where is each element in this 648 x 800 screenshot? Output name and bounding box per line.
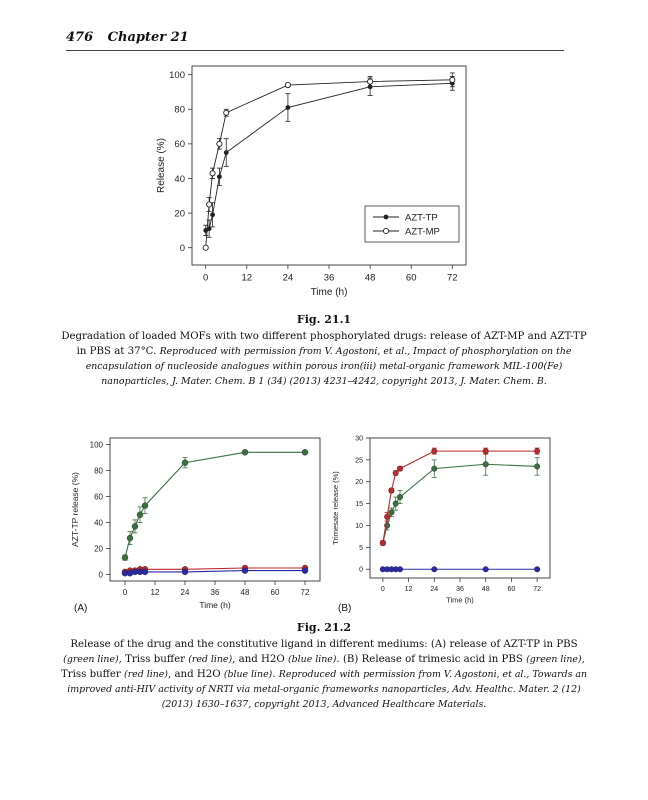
fig21-1-label: Fig. 21.1 — [296, 313, 352, 326]
data-point — [534, 566, 540, 572]
data-point — [242, 568, 248, 574]
y-tick-label: 20 — [174, 208, 185, 220]
y-tick-label: 100 — [169, 69, 185, 81]
data-point — [397, 566, 403, 572]
y-tick-label: 0 — [359, 566, 363, 574]
x-tick-label: 48 — [481, 586, 490, 593]
fig21-2-caption-part: , and H2O — [232, 654, 285, 665]
running-head — [66, 30, 189, 45]
data-point — [483, 448, 489, 454]
fig21-2-caption-part: . — [272, 669, 276, 680]
x-tick-label: 60 — [270, 588, 280, 597]
data-point — [224, 110, 229, 115]
fig21-2-caption-green-b: (green line) — [526, 654, 582, 665]
x-tick-label: 24 — [282, 272, 294, 284]
y-tick-label: 80 — [174, 104, 185, 116]
x-tick-label: 72 — [300, 588, 310, 597]
data-point — [431, 448, 437, 454]
x-tick-label: 36 — [456, 586, 464, 593]
series-line — [125, 452, 305, 557]
chapter-title: Chapter 21 — [107, 30, 189, 45]
data-point — [286, 105, 291, 110]
fig21-2-caption-part: . (B) Release of trimesic acid in PBS — [336, 654, 523, 665]
y-tick-label: 25 — [355, 457, 363, 465]
data-point — [203, 245, 208, 250]
fig21-2-caption-red-a: (red line) — [188, 654, 233, 665]
data-point — [122, 555, 128, 561]
y-axis-label: Release (%) — [156, 137, 167, 194]
fig21-2-caption-part: , Triss buffer — [60, 654, 585, 680]
series-line — [125, 571, 305, 574]
fig21-2a-chart — [68, 434, 324, 616]
x-tick-label: 60 — [405, 272, 417, 284]
plot-frame — [370, 438, 550, 578]
data-point — [210, 171, 215, 176]
data-point — [137, 512, 143, 518]
data-point — [127, 535, 133, 541]
y-tick-label: 0 — [98, 570, 103, 580]
panel-label-a: (A) — [74, 603, 88, 614]
panel-label-b: (B) — [338, 603, 352, 614]
fig21-2-caption-part: Release of the drug and the constitutive ligand in different mediums: (A) release of AZT-TP in PBS — [70, 639, 578, 650]
data-point — [397, 466, 403, 472]
data-point — [483, 566, 489, 572]
data-point — [534, 464, 540, 470]
fig21-2-caption-red-b: (red line) — [124, 669, 168, 680]
y-tick-label: 40 — [94, 518, 103, 528]
data-point — [142, 569, 148, 575]
fig21-2b-chart — [328, 434, 554, 610]
x-tick-label: 36 — [323, 272, 335, 284]
data-point — [285, 82, 290, 87]
x-tick-label: 12 — [150, 588, 160, 597]
x-tick-label: 72 — [533, 586, 542, 593]
data-point — [389, 488, 395, 494]
data-point — [142, 503, 148, 509]
x-tick-label: 0 — [380, 586, 385, 593]
fig21-2-caption-part: , and H2O — [167, 669, 221, 680]
fig21-1-caption — [60, 329, 588, 389]
y-tick-label: 10 — [355, 522, 363, 530]
data-point — [207, 202, 212, 207]
x-tick-label: 0 — [203, 272, 209, 284]
data-point — [483, 461, 489, 467]
y-tick-label: 40 — [174, 173, 185, 185]
x-tick-label: 12 — [241, 272, 253, 284]
series-line — [383, 464, 537, 543]
x-tick-label: 48 — [240, 588, 250, 597]
fig21-2-caption — [60, 637, 588, 712]
data-point — [242, 449, 248, 455]
page-number: 476 — [66, 30, 94, 45]
legend-label: AZT-MP — [405, 226, 440, 238]
x-tick-label: 48 — [364, 272, 376, 284]
fig21-2-caption-green-a: (green line) — [63, 654, 119, 665]
header-rule — [66, 50, 564, 51]
x-tick-label: 12 — [404, 586, 413, 593]
y-tick-label: 60 — [174, 139, 185, 151]
data-point — [397, 494, 403, 500]
y-axis-label: Trimesate release (%) — [331, 471, 340, 545]
plot-frame — [110, 438, 320, 581]
y-tick-label: 20 — [94, 544, 103, 554]
legend-marker — [383, 228, 388, 233]
data-point — [217, 174, 222, 179]
y-tick-label: 5 — [359, 544, 363, 552]
data-point — [210, 212, 215, 217]
y-tick-label: 60 — [94, 492, 103, 502]
x-tick-label: 0 — [122, 588, 128, 597]
data-point — [450, 77, 455, 82]
legend-label: AZT-TP — [405, 212, 438, 224]
y-tick-label: 30 — [355, 435, 363, 443]
data-point — [182, 569, 188, 575]
fig21-2-caption-blue-b: (blue line) — [223, 669, 273, 680]
data-point — [302, 449, 308, 455]
data-point — [302, 568, 308, 574]
fig21-2-caption-credit: Reproduced with permission from V. Agostoni, et al., Towards an improved anti-HIV activity of NRTI via metal-organic frameworks nanoparticles, Adv. Healthc. Mater. 2 (12) (2013) 1630–1637, copyright 2013, Advanced Healthcare Materials. — [67, 669, 588, 710]
x-axis-label: Time (h) — [446, 595, 474, 605]
data-point — [182, 460, 188, 466]
x-tick-label: 60 — [507, 586, 516, 593]
data-point — [368, 79, 373, 84]
data-point — [384, 514, 390, 520]
fig21-2-caption-blue-a: (blue line) — [288, 654, 337, 665]
y-tick-label: 20 — [355, 479, 363, 487]
data-point — [431, 566, 437, 572]
y-axis-label: AZT-TP release (%) — [70, 472, 80, 547]
x-tick-label: 24 — [180, 588, 190, 597]
data-point — [224, 150, 229, 155]
data-point — [217, 141, 222, 146]
fig21-2-caption-part: , Triss buffer — [118, 654, 185, 665]
data-point — [431, 466, 437, 472]
fig21-1-caption-text: Degradation of loaded MOFs with two different phosphorylated drugs: release of AZT-MP and AZT-TP in PBS at 37°C. — [61, 331, 587, 357]
x-axis-label: Time (h) — [199, 599, 231, 610]
fig21-1-caption-credit: Reproduced with permission from V. Agostoni, et al., Impact of phosphorylation on the encapsulation of nucleoside analogues within porous iron(iii) metal-organic framework MIL-100(Fe) nanoparticles, J. Mater. Chem. B 1 (34) (2013) 4231–4242, copyright 2013, J. Mater. Chem. B. — [85, 346, 572, 387]
y-tick-label: 15 — [355, 501, 363, 509]
data-point — [534, 448, 540, 454]
x-axis-label: Time (h) — [310, 286, 348, 298]
y-tick-label: 0 — [179, 243, 185, 255]
legend-marker — [384, 215, 389, 220]
x-tick-label: 24 — [430, 586, 439, 593]
data-point — [132, 523, 138, 529]
x-tick-label: 36 — [210, 588, 220, 597]
fig21-2-label: Fig. 21.2 — [296, 621, 352, 634]
fig21-1-chart — [150, 62, 470, 312]
y-tick-label: 80 — [94, 466, 103, 476]
data-point — [380, 540, 386, 546]
x-tick-label: 72 — [447, 272, 458, 284]
y-tick-label: 100 — [89, 440, 103, 450]
